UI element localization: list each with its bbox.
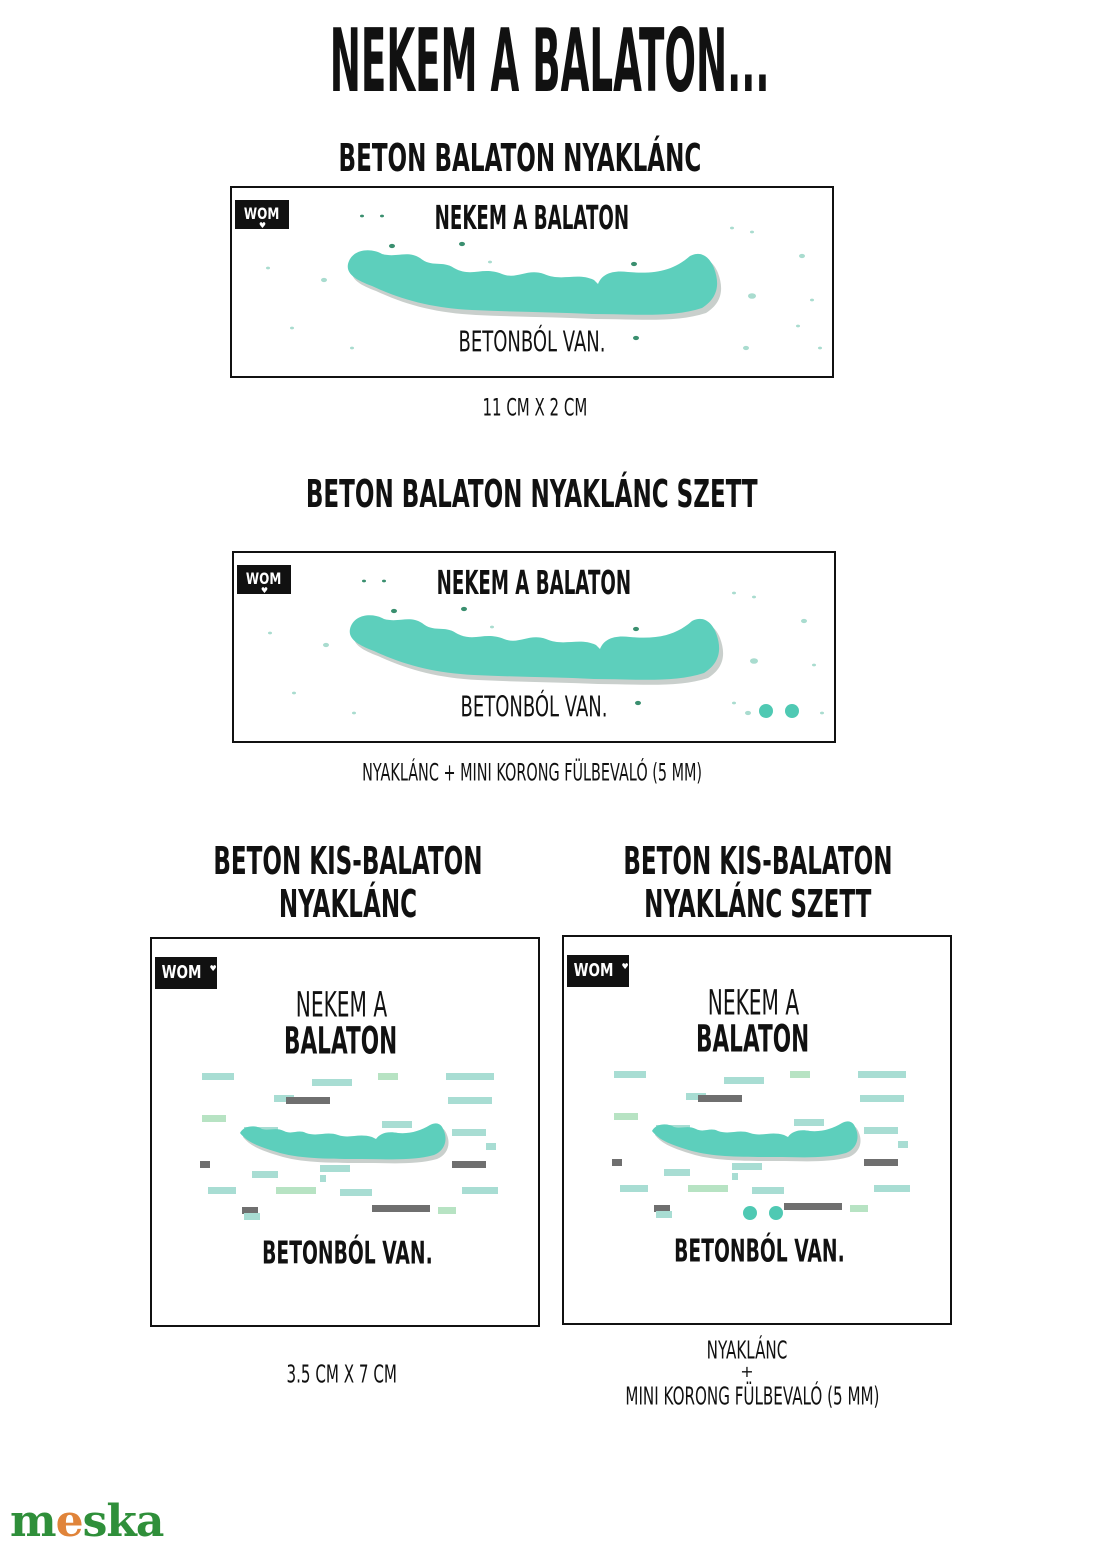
confetti-dash [340, 1189, 372, 1196]
confetti-dash [208, 1187, 236, 1194]
confetti-dash [784, 1203, 842, 1210]
card-title-line1: NEKEM A [707, 981, 799, 1023]
confetti-dash [286, 1097, 330, 1104]
speckle [801, 619, 807, 623]
wom-logo: WOM♥ [237, 565, 291, 594]
speckle [730, 227, 734, 230]
speckle [266, 267, 270, 270]
card-subtitle: BETONBÓL VAN. [673, 1234, 845, 1270]
confetti-dash [732, 1173, 738, 1180]
speckle [750, 658, 758, 664]
speckle [362, 580, 366, 583]
heart-icon: ♥ [258, 221, 267, 230]
heart-icon: ♥ [260, 586, 269, 595]
speckle [732, 592, 736, 595]
confetti-dash [200, 1161, 210, 1168]
speckle [389, 244, 395, 248]
speckle [752, 596, 756, 599]
confetti-dash [656, 1211, 672, 1218]
confetti-dash [202, 1115, 226, 1122]
speckle [796, 325, 800, 328]
confetti-dash [244, 1213, 260, 1220]
speckle [321, 278, 327, 282]
confetti-dash [732, 1163, 762, 1170]
speckle [631, 262, 637, 266]
card-title-line2: BALATON [696, 1017, 810, 1062]
meska-logo[interactable] [10, 1496, 164, 1547]
card-subtitle: BETONBÓL VAN. [261, 1236, 433, 1272]
heart-icon: ♥ [209, 964, 217, 973]
confetti-dash [620, 1185, 648, 1192]
logo-letter: e [55, 1496, 83, 1547]
set-caption: NYAKLÁNC + MINI KORONG FÜLBEVALÓ (5 MM) [362, 757, 702, 787]
speckle [459, 242, 465, 246]
speckle [323, 643, 329, 647]
speckle [750, 231, 754, 234]
confetti-dash [724, 1077, 764, 1084]
confetti-dash [614, 1071, 646, 1078]
set-caption-small-line2: + [740, 1362, 754, 1381]
confetti-dash [486, 1143, 496, 1150]
speckle [812, 664, 816, 667]
section-heading-small-necklace-line2: NYAKLÁNC [278, 881, 418, 927]
card-title-line1: NEKEM A [295, 983, 387, 1025]
size-caption-necklace: 11 CM X 2 CM [482, 392, 588, 422]
speckle [360, 215, 364, 218]
confetti-dash [276, 1187, 316, 1194]
section-heading-small-necklace-set-line2: NYAKLÁNC SZETT [644, 881, 872, 927]
heart-icon: ♥ [621, 962, 629, 971]
confetti-dash [372, 1205, 430, 1212]
confetti-dash [898, 1141, 908, 1148]
confetti-dash [202, 1073, 234, 1080]
speckle [810, 299, 814, 302]
speckle [292, 692, 296, 695]
confetti-dash [612, 1159, 622, 1166]
confetti-dash [448, 1097, 492, 1104]
confetti-dash [858, 1071, 906, 1078]
confetti-dash [438, 1207, 456, 1214]
logo-letter: a [135, 1496, 164, 1547]
confetti-dash [752, 1187, 784, 1194]
pendant-shape [350, 615, 719, 679]
product-card-small-necklace-set [562, 935, 952, 1325]
confetti-dash [320, 1175, 326, 1182]
speckle [633, 627, 639, 631]
confetti-dash [452, 1161, 486, 1168]
speckle [290, 327, 294, 330]
card-subtitle: BETONBÓL VAN. [460, 690, 608, 724]
confetti-dash [320, 1165, 350, 1172]
product-card-necklace [230, 186, 834, 378]
speckle [380, 215, 384, 218]
confetti-dash [688, 1185, 728, 1192]
confetti-dash [614, 1113, 638, 1120]
confetti-dash [382, 1121, 412, 1128]
speckle [461, 607, 467, 611]
card-title: NEKEM A BALATON [434, 200, 630, 238]
confetti-dash [446, 1073, 494, 1080]
confetti-dash [864, 1127, 898, 1134]
set-caption-small-line1: NYAKLÁNC [706, 1335, 788, 1365]
card-title: NEKEM A BALATON [436, 565, 632, 603]
product-card-necklace-set [232, 551, 836, 743]
confetti-dash [860, 1095, 904, 1102]
confetti-dash [698, 1095, 742, 1102]
earring-dot [769, 1206, 783, 1220]
confetti-dash [252, 1171, 278, 1178]
confetti-dash [462, 1187, 498, 1194]
section-heading-necklace: BETON BALATON NYAKLÁNC [338, 135, 702, 181]
speckle [382, 580, 386, 583]
confetti-dash [242, 1207, 258, 1214]
confetti-dash [312, 1079, 352, 1086]
speckle [391, 609, 397, 613]
section-heading-necklace-set: BETON BALATON NYAKLÁNC SZETT [306, 471, 758, 517]
card-subtitle: BETONBÓL VAN. [458, 325, 606, 359]
page-title: NEKEM A BALATON... [330, 11, 770, 113]
speckle [490, 626, 494, 629]
speckle [488, 261, 492, 264]
card-title-line2: BALATON [284, 1019, 398, 1064]
confetti-dash [378, 1073, 398, 1080]
pendant-shape [348, 250, 717, 314]
confetti-dash [664, 1169, 690, 1176]
earring-dot [743, 1206, 757, 1220]
logo-letter: m [10, 1496, 56, 1547]
speckle [799, 254, 805, 258]
confetti-dash [452, 1129, 486, 1136]
size-caption-small-necklace: 3.5 CM X 7 CM [286, 1359, 398, 1389]
confetti-dash [874, 1185, 910, 1192]
section-heading-small-necklace: BETON KIS-BALATON [213, 838, 483, 884]
confetti-dash [654, 1205, 670, 1212]
section-heading-small-necklace-set: BETON KIS-BALATON [623, 838, 893, 884]
confetti-dash [794, 1119, 824, 1126]
speckle [748, 293, 756, 299]
wom-logo: WOM♥ [235, 200, 289, 229]
set-caption-small-line3: MINI KORONG FÜLBEVALÓ (5 MM) [624, 1381, 880, 1411]
confetti-dash [864, 1159, 898, 1166]
wom-logo: WOM ♥ [567, 955, 629, 987]
confetti-dash [850, 1205, 868, 1212]
wom-logo: WOM ♥ [155, 957, 217, 989]
product-card-small-necklace [150, 937, 540, 1327]
confetti-dash [790, 1071, 810, 1078]
speckle [268, 632, 272, 635]
logo-letter: s [82, 1496, 107, 1547]
logo-letter: k [106, 1496, 136, 1547]
